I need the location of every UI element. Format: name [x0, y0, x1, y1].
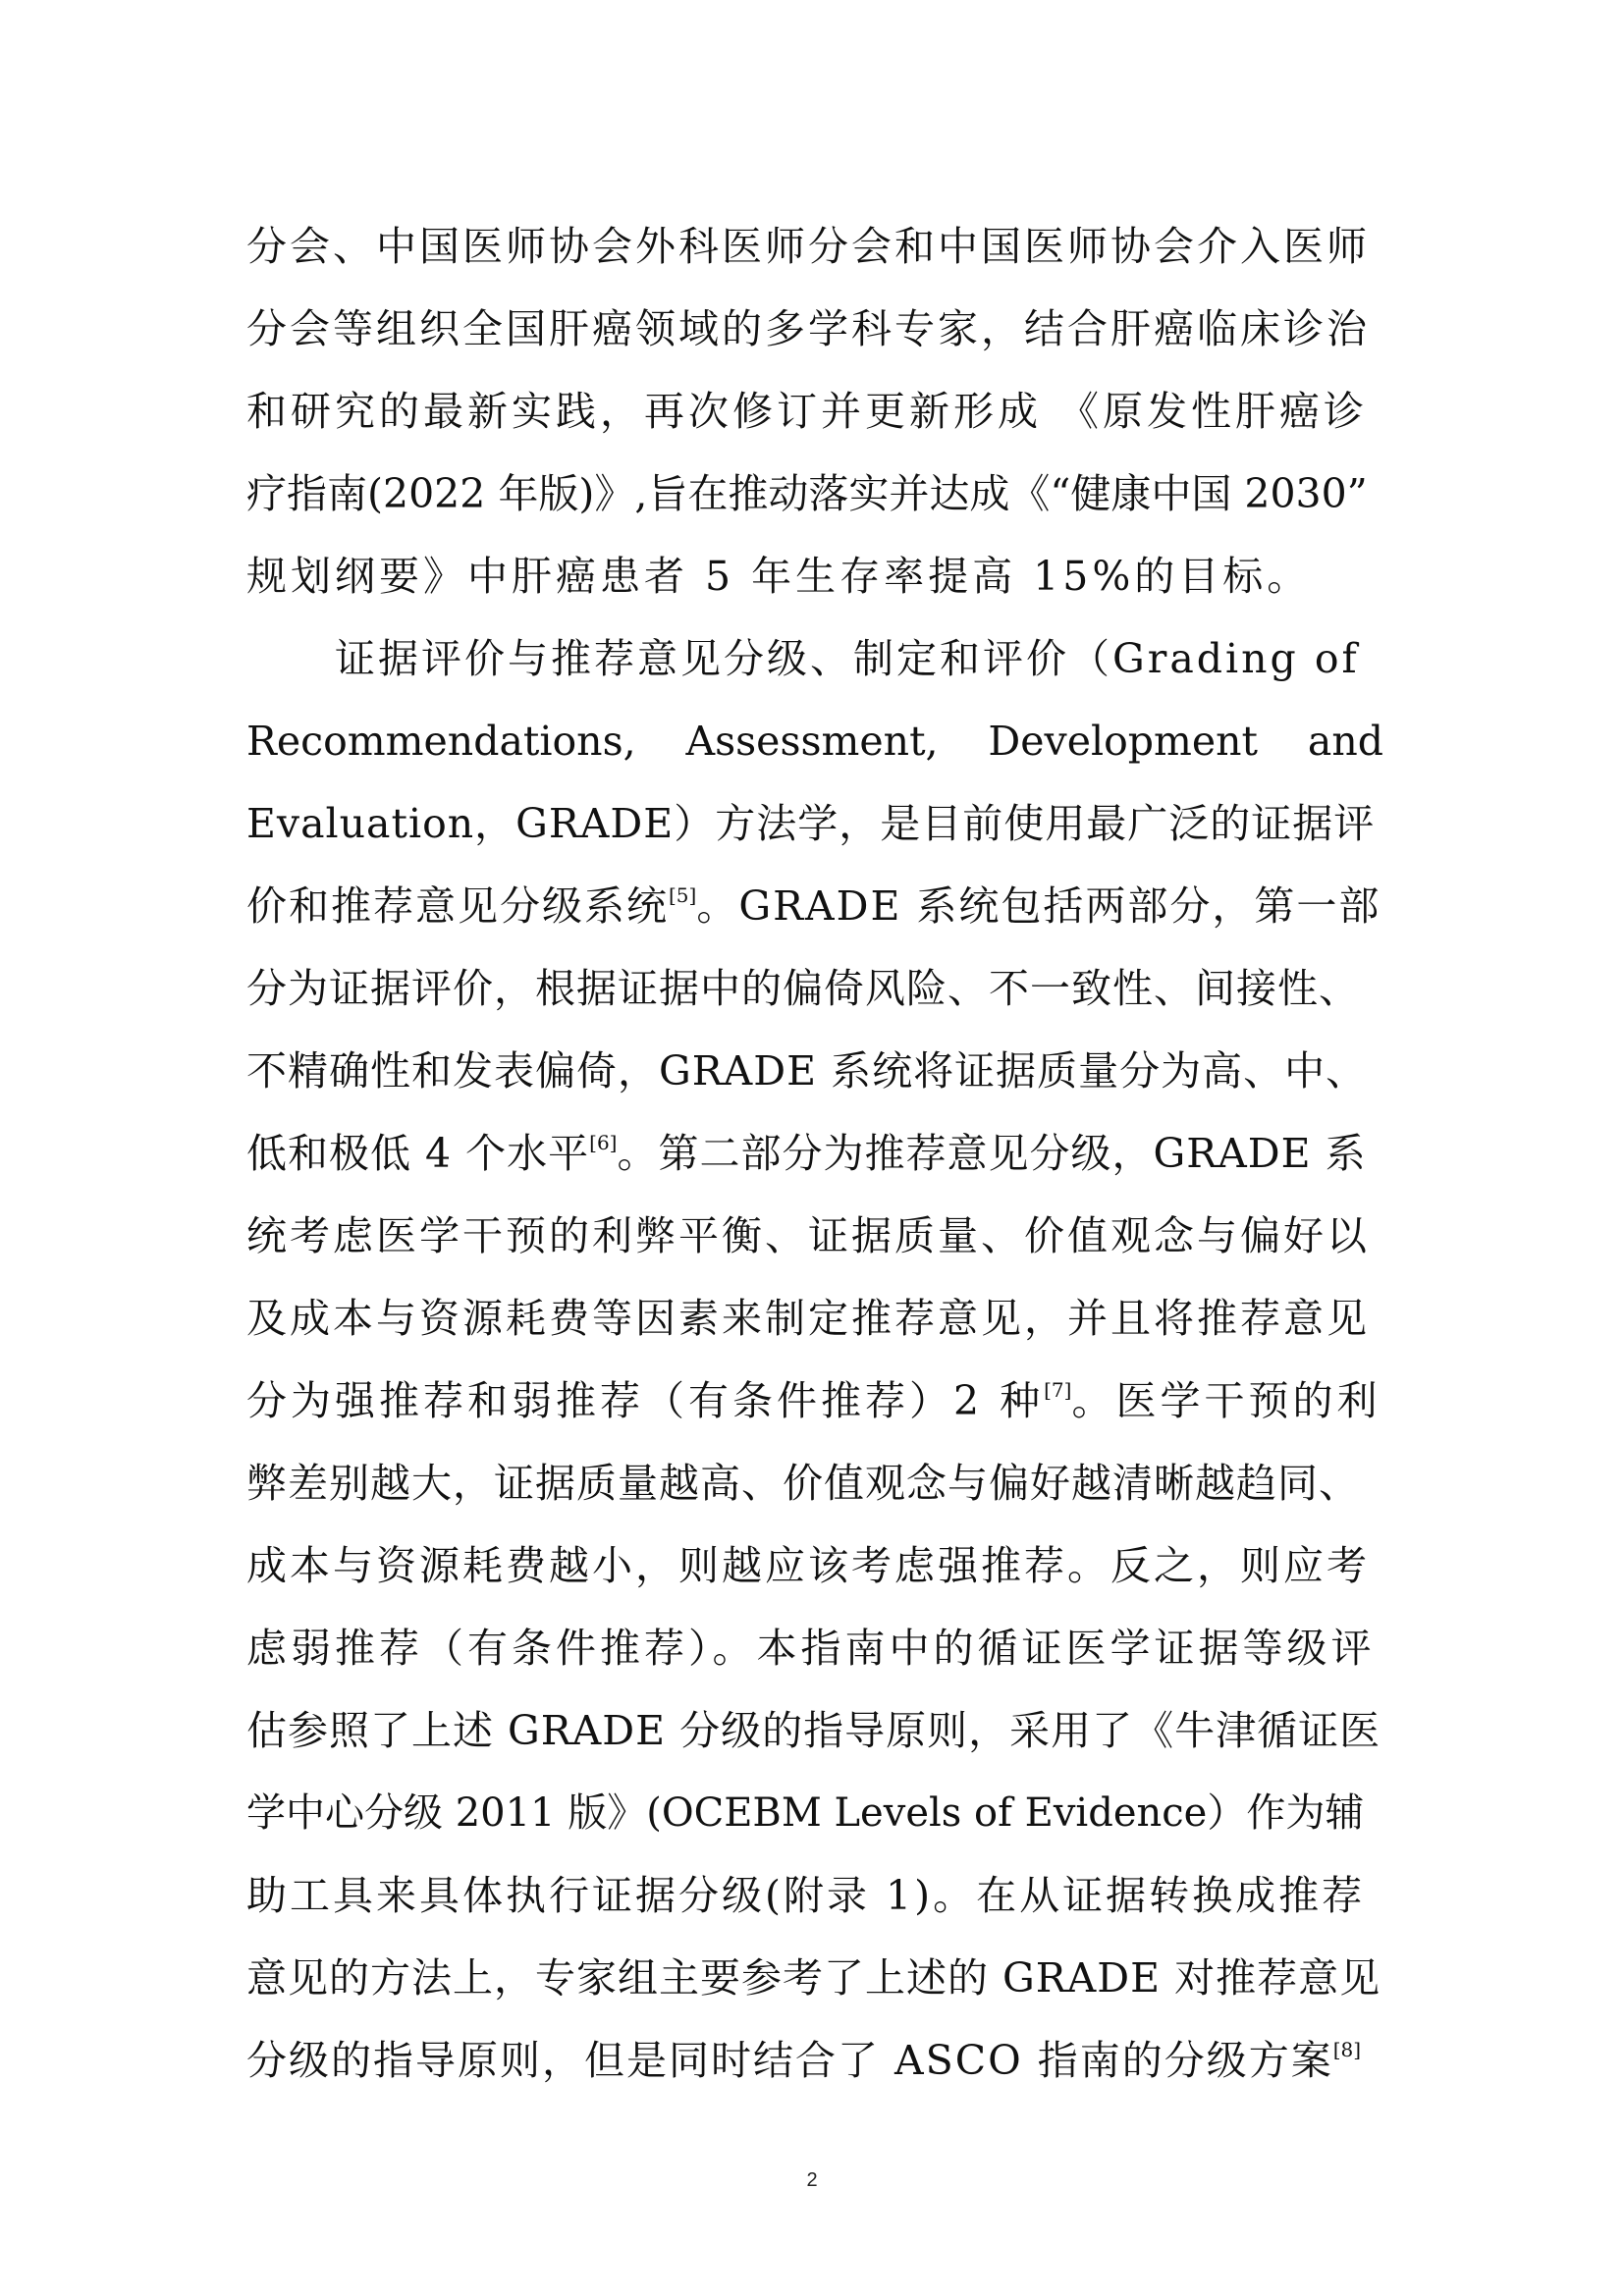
word: Assessment,	[685, 718, 939, 765]
citation-ref: [7]	[1044, 1378, 1072, 1402]
word: Development	[988, 718, 1259, 765]
text-line: 意见的方法上，专家组主要参考了上述的 GRADE 对推荐意见	[246, 1954, 1381, 2002]
justified-line	[246, 707, 1383, 775]
text-line: 成本与资源耗费越小，则越应该考虑强推荐。反之，则应考	[246, 1542, 1370, 1589]
line-text: 。医学干预的利	[1071, 1377, 1381, 1424]
citation-ref: [5]	[669, 883, 697, 907]
line-text: 。GRADE 系统包括两部分，第一部	[696, 882, 1381, 930]
page-number: 2	[806, 2169, 818, 2191]
line-text: 分为强推荐和弱推荐（有条件推荐）2 种	[246, 1377, 1045, 1424]
text-line: 分为证据评价，根据证据中的偏倚风险、不一致性、间接性、	[246, 965, 1360, 1012]
citation-ref: [6]	[589, 1131, 618, 1154]
text-line: 及成本与资源耗费等因素来制定推荐意见，并且将推荐意见	[246, 1295, 1370, 1342]
text-line: 不精确性和发表偏倚，GRADE 系统将证据质量分为高、中、	[246, 1047, 1368, 1095]
line-text: 。第二部分为推荐意见分级，GRADE 系	[617, 1130, 1367, 1177]
line-text: 分级的指导原则，但是同时结合了 ASCO 指南的分级方案	[246, 2037, 1333, 2084]
word: and	[1307, 718, 1383, 765]
text-line: 统考虑医学干预的利弊平衡、证据质量、价值观念与偏好以	[246, 1212, 1370, 1259]
text-line	[246, 1119, 1383, 1188]
citation-ref: [8]	[1332, 2038, 1362, 2061]
text-line: 分会等组织全国肝癌领域的多学科专家，结合肝癌临床诊治	[246, 305, 1370, 352]
word: Recommendations,	[246, 718, 636, 765]
text-line: 规划纲要》中肝癌患者 5 年生存率提高 15%的目标。	[246, 553, 1312, 600]
text-line: 估参照了上述 GRADE 分级的指导原则，采用了《牛津循证医	[246, 1707, 1381, 1754]
text-line: 弊差别越大，证据质量越高、价值观念与偏好越清晰越趋同、	[246, 1460, 1360, 1507]
line-text: 低和极低 4 个水平	[246, 1130, 590, 1177]
text-line	[246, 1366, 1383, 1435]
text-line: 虑弱推荐（有条件推荐）。本指南中的循证医学证据等级评	[246, 1625, 1376, 1672]
text-line: Evaluation，GRADE）方法学，是目前使用最广泛的证据评	[246, 800, 1376, 847]
text-line: 助工具来具体执行证据分级(附录 1)。在从证据转换成推荐	[246, 1872, 1366, 1919]
text-line: 学中心分级 2011 版》(OCEBM Levels of Evidence）作为辅	[246, 1790, 1365, 1836]
text-line: 分会、中国医师协会外科医师分会和中国医师协会介入医师	[246, 223, 1370, 270]
text-line: 疗指南(2022 年版)》,旨在推动落实并达成《“健康中国 2030”	[246, 470, 1368, 517]
text-line: 和研究的最新实践，再次修订并更新形成 《原发性肝癌诊	[246, 388, 1369, 435]
line-text: 价和推荐意见分级系统	[246, 882, 669, 930]
text-line	[246, 2026, 1383, 2095]
paragraph-first-line: 证据评价与推荐意见分级、制定和评价（Grading of	[335, 635, 1360, 682]
text-line	[246, 872, 1383, 940]
